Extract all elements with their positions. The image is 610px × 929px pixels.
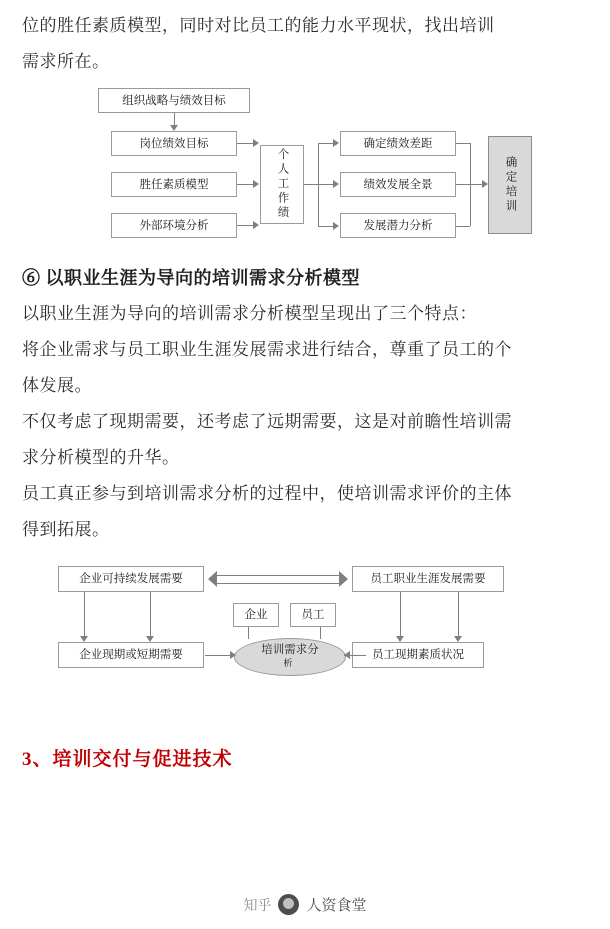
paragraph-5-line-2: 得到拓展。 <box>22 520 110 539</box>
diagram1-arrow-right-6 <box>333 222 339 230</box>
paragraph-1-line-1: 位的胜任素质模型，同时对比员工的能力水平现状，找出培训 <box>22 16 495 35</box>
diagram2-box-enterprise-current-need: 企业现期或短期需要 <box>58 642 204 668</box>
diagram2-arrow-down-right-1 <box>396 636 404 642</box>
author-name: 人资食堂 <box>306 897 367 914</box>
avatar <box>278 894 299 915</box>
heading-training-delivery: 3、培训交付与促进技术 <box>22 749 233 770</box>
diagram1-box-performance-panorama: 绩效发展全景 <box>340 172 456 197</box>
diagram1-box-performance-gap: 确定绩效差距 <box>340 131 456 156</box>
diagram2-ellipse-training-need: 培训需求分 析 <box>234 638 346 676</box>
diagram2-connector-enterprise-down <box>248 627 249 639</box>
diagram2-connector-employee-down <box>320 627 321 639</box>
diagram1-arrow-right-1 <box>253 139 259 147</box>
diagram-competency-model <box>22 88 588 256</box>
diagram2-connector-left-1 <box>84 592 85 636</box>
diagram1-box-organization-strategy: 组织战略与绩效目标 <box>98 88 250 113</box>
paragraph-3-line-2: 体发展。 <box>22 376 92 395</box>
diagram2-arrow-shaft-top <box>216 575 340 576</box>
diagram1-box-determine-training: 确定培训 <box>488 136 532 234</box>
diagram2-box-employee-current-quality: 员工现期素质状况 <box>352 642 484 668</box>
diagram1-box-position-goal: 岗位绩效目标 <box>111 131 237 156</box>
diagram1-box-competency-model: 胜任素质模型 <box>111 172 237 197</box>
diagram2-arrow-head-left <box>208 571 217 587</box>
diagram1-connector-h1 <box>237 143 254 144</box>
diagram1-connector-h8 <box>456 143 470 144</box>
diagram1-arrow-right-4 <box>333 139 339 147</box>
diagram1-connector-h2 <box>237 184 254 185</box>
diagram2-arrow-down-left-2 <box>146 636 154 642</box>
diagram2-arrow-shaft-bottom <box>216 583 340 584</box>
diagram2-double-arrow <box>208 571 348 587</box>
paragraph-3-line-1: 将企业需求与员工职业生涯发展需求进行结合，尊重了员工的个 <box>22 340 512 359</box>
diagram1-connector-h7 <box>318 226 334 227</box>
diagram1-arrow-right-5 <box>333 180 339 188</box>
diagram1-connector-h3 <box>237 225 254 226</box>
diagram1-box-external-environment: 外部环境分析 <box>111 213 237 238</box>
diagram2-arrow-down-right-2 <box>454 636 462 642</box>
diagram2-arrow-head-right <box>339 571 348 587</box>
diagram1-connector-h10 <box>456 226 470 227</box>
diagram2-box-employee: 员工 <box>290 603 336 627</box>
diagram2-box-enterprise-sustainable: 企业可持续发展需要 <box>58 566 204 592</box>
diagram1-arrow-right-2 <box>253 180 259 188</box>
paragraph-4-line-1: 不仅考虑了现期需要，还考虑了远期需要，这是对前瞻性培训需 <box>22 412 512 431</box>
diagram2-connector-right-1 <box>400 592 401 636</box>
diagram1-connector-h9 <box>456 184 470 185</box>
diagram1-box-potential-analysis: 发展潜力分析 <box>340 213 456 238</box>
diagram1-connector-h4 <box>304 184 318 185</box>
heading-model-6: ⑥ 以职业生涯为导向的培训需求分析模型 <box>22 268 360 288</box>
diagram1-arrow-down-1 <box>170 125 178 131</box>
diagram2-arrow-down-left-1 <box>80 636 88 642</box>
paragraph-2: 以职业生涯为导向的培训需求分析模型呈现出了三个特点： <box>22 304 477 323</box>
diagram1-connector-h5 <box>318 143 334 144</box>
diagram1-connector-v1 <box>174 113 175 125</box>
diagram-career-oriented-model <box>22 558 588 708</box>
zhihu-logo: 知乎 <box>243 896 272 913</box>
diagram2-connector-left-2 <box>150 592 151 636</box>
diagram2-connector-right-2 <box>458 592 459 636</box>
diagram2-box-enterprise: 企业 <box>233 603 279 627</box>
diagram2-connector-to-ellipse-left <box>205 655 231 656</box>
diagram1-connector-h6 <box>318 184 334 185</box>
diagram2-arrow-right-into-ellipse <box>230 651 236 659</box>
footer-watermark <box>0 894 610 915</box>
diagram1-arrow-right-3 <box>253 221 259 229</box>
diagram2-arrow-left-into-ellipse <box>344 651 350 659</box>
paragraph-4-line-2: 求分析模型的升华。 <box>22 448 180 467</box>
paragraph-1-line-2: 需求所在。 <box>22 52 110 71</box>
diagram1-box-personal-performance: 个人工作绩 <box>260 145 304 224</box>
paragraph-5-line-1: 员工真正参与到培训需求分析的过程中，使培训需求评价的主体 <box>22 484 512 503</box>
diagram2-box-employee-career: 员工职业生涯发展需要 <box>352 566 504 592</box>
